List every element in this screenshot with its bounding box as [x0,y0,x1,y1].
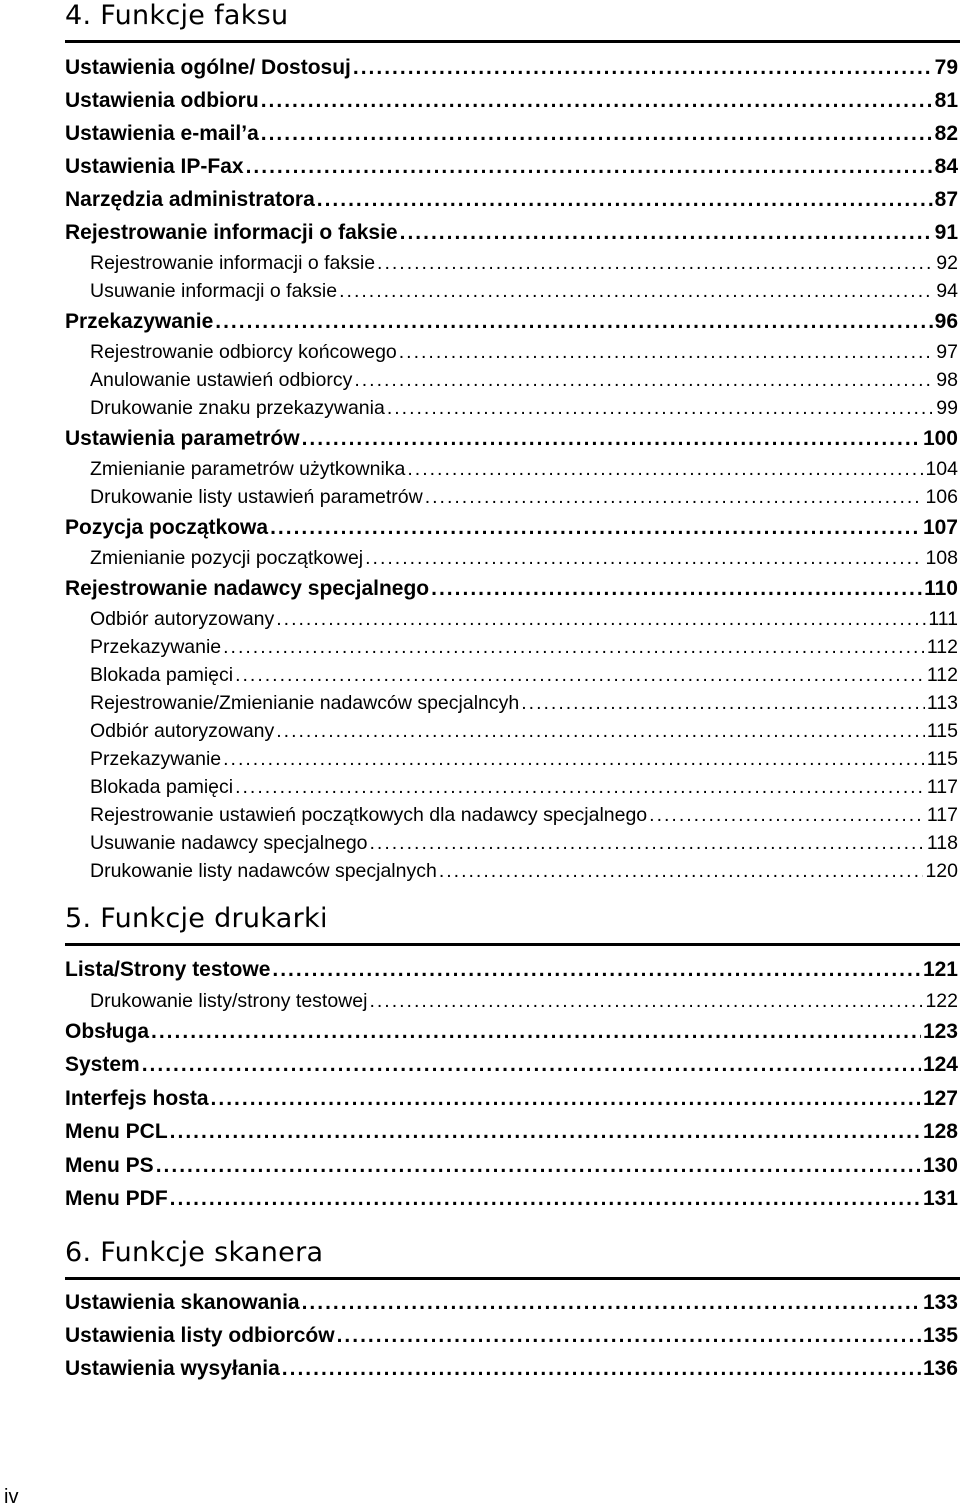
toc-entry-title: Blokada pamięci [90,664,234,686]
toc-entry[interactable] [65,117,958,150]
toc-entry-title: Ustawienia ogólne/ Dostosuj [65,56,351,79]
toc-subentry[interactable] [65,605,958,633]
dot-leader [302,422,921,455]
toc-page-ref: 120 [925,860,958,882]
toc-entry-title: Ustawienia parametrów [65,427,300,450]
toc-page-ref: 106 [925,486,958,508]
toc-entry-title: Narzędzia administratora [65,188,315,211]
toc-subentry[interactable] [65,483,958,511]
toc-entry[interactable] [65,1015,958,1049]
toc-page-ref: 112 [926,636,958,658]
toc-entry-title: Drukowanie listy/strony testowej [90,989,368,1012]
dot-leader [282,1352,921,1385]
dot-leader [439,857,924,885]
dot-leader [407,455,923,483]
toc-subentry[interactable] [65,394,958,422]
toc-page-ref: 81 [934,89,958,112]
dot-leader [521,689,925,717]
dot-leader [261,84,933,117]
dot-leader [365,544,923,572]
toc-entry-title: Odbiór autoryzowany [90,720,275,742]
toc-entry-title: Drukowanie listy nadawców specjalnych [90,860,437,882]
toc-page-ref: 87 [934,188,958,211]
toc-subentry[interactable] [65,829,958,857]
toc-entry-title: Rejestrowanie informacji o faksie [90,252,376,274]
toc-entry-title: Ustawienia e-mail’a [65,122,259,145]
toc-entry[interactable] [65,51,958,84]
toc-page-ref: 107 [922,516,958,539]
toc-page-ref: 124 [922,1053,958,1076]
page-number: iv [4,1486,19,1508]
dot-leader [215,305,932,338]
dot-leader [337,1319,921,1352]
toc-page-ref: 108 [925,547,958,569]
toc-page-ref: 117 [926,804,958,826]
toc-subentry[interactable] [65,689,958,717]
toc-entry-title: Menu PS [65,1153,154,1177]
toc-list [65,51,958,885]
toc-page-ref: 104 [925,458,958,480]
toc-entry[interactable] [65,1286,958,1319]
toc-subentry[interactable] [65,773,958,801]
dot-leader [353,51,933,84]
toc-page-ref: 123 [922,1019,958,1043]
dot-leader [170,1115,921,1149]
toc-page-ref: 117 [926,776,958,798]
toc-subentry[interactable] [65,277,958,305]
toc-entry-title: Ustawienia IP-Fax [65,155,244,178]
dot-leader [156,1149,921,1183]
toc-page-ref: 84 [934,155,958,178]
toc-subentry[interactable] [65,987,958,1015]
toc-entry-title: Usuwanie nadawcy specjalnego [90,832,368,854]
toc-entry-title: Obsługa [65,1019,150,1043]
toc-page-ref: 97 [936,341,958,363]
dot-leader [370,829,925,857]
toc-entry-title: System [65,1053,140,1076]
dot-leader [431,572,922,605]
chapter-title: 5. Funkcje drukarki [65,903,328,934]
toc-page-ref: 115 [926,720,958,742]
toc-page-ref: 115 [926,748,958,770]
toc-entry-title: Ustawienia odbioru [65,89,259,112]
toc-entry[interactable] [65,1048,958,1082]
toc-page-ref: 127 [922,1086,958,1110]
toc-entry[interactable] [65,422,958,455]
dot-leader [246,150,933,183]
toc-entry-title: Rejestrowanie/Zmienianie nadawców specjalncyh [90,692,520,714]
dot-leader [425,483,924,511]
toc-page-ref: 79 [934,56,958,79]
dot-leader [276,717,925,745]
dot-leader [235,773,925,801]
toc-entry-title: Przekazywanie [90,748,222,770]
dot-leader [387,394,934,422]
toc-page-ref: 92 [936,252,958,274]
dot-leader [272,953,921,987]
dot-leader [276,605,926,633]
toc-page-ref: 133 [922,1291,958,1314]
toc-entry-title: Rejestrowanie ustawień początkowych dla nadawcy specjalnego [90,804,648,826]
toc-subentry[interactable] [65,745,958,773]
toc-subentry[interactable] [65,801,958,829]
dot-leader [223,745,925,773]
toc-page-ref: 135 [922,1324,958,1347]
toc-entry-title: Menu PDF [65,1187,168,1210]
toc-entry[interactable] [65,183,958,216]
toc-subentry[interactable] [65,633,958,661]
toc-page-ref: 94 [936,280,958,302]
toc-page-ref: 136 [922,1357,958,1380]
toc-page-ref: 98 [936,369,958,391]
chapter-title: 4. Funkcje faksu [65,0,289,31]
toc-page-ref: 110 [924,577,958,600]
toc-page-ref: 128 [922,1120,958,1143]
dot-leader [339,277,934,305]
toc-page-ref: 96 [934,310,958,333]
toc-entry-title: Anulowanie ustawień odbiorcy [90,369,353,391]
toc-entry-title: Drukowanie listy ustawień parametrów [90,486,423,508]
toc-page-ref: 91 [934,221,958,244]
dot-leader [400,216,933,249]
toc-entry-title: Drukowanie znaku przekazywania [90,397,385,419]
dot-leader [377,249,934,277]
toc-entry-title: Menu PCL [65,1120,168,1143]
toc-page-ref: 130 [922,1153,958,1177]
dot-leader [223,633,925,661]
dot-leader [399,338,935,366]
toc-list [65,1286,958,1385]
toc-entry[interactable] [65,1319,958,1352]
toc-entry-title: Pozycja początkowa [65,516,269,539]
dot-leader [261,117,933,150]
toc-subentry[interactable] [65,455,958,483]
toc-page-ref: 122 [925,989,958,1012]
dot-leader [235,661,925,689]
dot-leader [369,987,923,1015]
toc-entry-title: Ustawienia skanowania [65,1291,300,1314]
toc-entry[interactable] [65,1149,958,1183]
toc-entry-title: Przekazywanie [90,636,222,658]
toc-entry[interactable] [65,1082,958,1116]
toc-page-ref: 100 [922,427,958,450]
dot-leader [317,183,933,216]
toc-entry-title: Usuwanie informacji o faksie [90,280,338,302]
toc-entry[interactable] [65,84,958,117]
dot-leader [211,1082,921,1116]
toc-entry[interactable] [65,572,958,605]
toc-list [65,953,958,1216]
toc-subentry[interactable] [65,857,958,885]
toc-page-ref: 121 [922,958,958,981]
toc-page-ref: 99 [936,397,958,419]
dot-leader [151,1015,921,1049]
toc-page-ref: 112 [926,664,958,686]
chapter-rule [65,1277,960,1280]
toc-entry[interactable] [65,1352,958,1385]
toc-entry-title: Zmienianie pozycji początkowej [90,547,364,569]
toc-entry-title: Rejestrowanie nadawcy specjalnego [65,577,430,600]
dot-leader [354,366,934,394]
chapter-rule [65,943,960,946]
dot-leader [302,1286,921,1319]
dot-leader [142,1048,921,1082]
toc-page-ref: 113 [926,692,958,714]
toc-entry[interactable] [65,150,958,183]
toc-entry-title: Przekazywanie [65,310,214,333]
toc-page-ref: 118 [926,832,958,854]
toc-page-ref: 131 [922,1187,958,1210]
toc-page-ref: 82 [934,122,958,145]
toc-entry[interactable] [65,953,958,987]
toc-entry-title: Odbiór autoryzowany [90,608,275,630]
toc-entry[interactable] [65,1115,958,1149]
toc-entry-title: Rejestrowanie odbiorcy końcowego [90,341,397,363]
toc-subentry[interactable] [65,249,958,277]
dot-leader [170,1182,921,1216]
toc-subentry[interactable] [65,717,958,745]
toc-entry-title: Blokada pamięci [90,776,234,798]
toc-subentry[interactable] [65,544,958,572]
toc-entry-title: Ustawienia listy odbiorców [65,1324,335,1347]
toc-entry-title: Lista/Strony testowe [65,958,271,981]
toc-entry-title: Interfejs hosta [65,1086,209,1110]
dot-leader [270,511,921,544]
toc-entry[interactable] [65,1182,958,1216]
toc-entry-title: Rejestrowanie informacji o faksie [65,221,398,244]
toc-subentry[interactable] [65,366,958,394]
chapter-title: 6. Funkcje skanera [65,1237,324,1268]
toc-entry[interactable] [65,511,958,544]
toc-entry-title: Zmienianie parametrów użytkownika [90,458,406,480]
toc-subentry[interactable] [65,338,958,366]
toc-page-ref: 111 [928,608,958,630]
dot-leader [649,801,925,829]
toc-entry[interactable] [65,305,958,338]
chapter-rule [65,40,960,43]
toc-entry[interactable] [65,216,958,249]
toc-entry-title: Ustawienia wysyłania [65,1357,280,1380]
toc-subentry[interactable] [65,661,958,689]
